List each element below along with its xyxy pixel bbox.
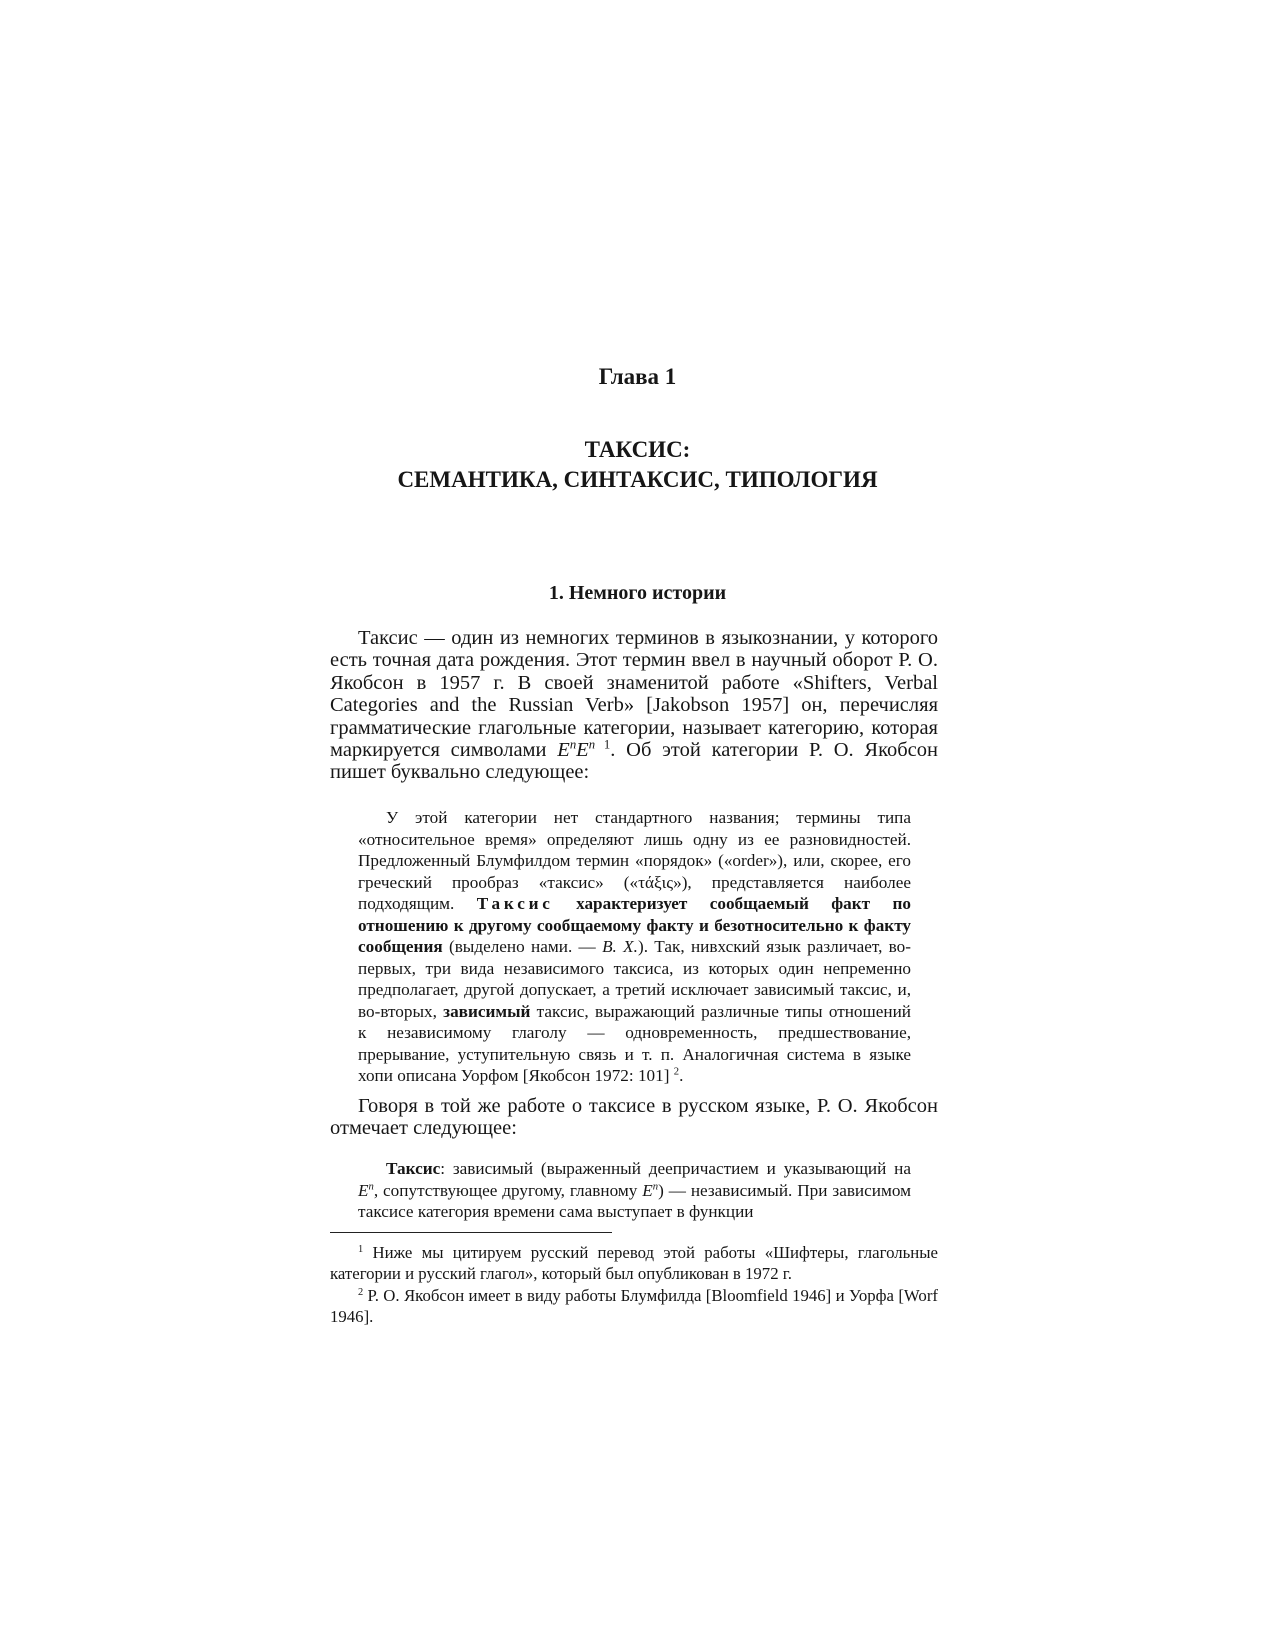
chapter-label: Глава 1 xyxy=(598,364,677,389)
footnote-2 xyxy=(330,1285,938,1327)
footnote-1-text: Ниже мы цитируем русский перевод этой работы «Шифтеры, глагольные категории и русский глагол», который был опубликован в 1972 г. xyxy=(330,1243,938,1283)
symbol-n: n xyxy=(368,1181,374,1193)
quote-2-bold-term: Таксис xyxy=(386,1159,441,1178)
quote-1-text-b: (выделено нами. — xyxy=(442,937,603,956)
quote-2-text-b: , сопутствующее другому, главному xyxy=(373,1180,643,1200)
symbol-n: n xyxy=(652,1181,659,1193)
chapter-title-line-2: СЕМАНТИКА, СИНТАКСИС, ТИПОЛОГИЯ xyxy=(397,467,878,492)
paragraph-1-text-a: Таксис — один из немногих терминов в языкознании, у которого есть точная дата рождения. Этот термин ввел в научный оборот Р. О. Якобсон в 1957 г. В своей знаменитой работе «Shifters, Verbal Categories and the Russian Verb» [Jakobson 1957] он, перечисляя грамматические глагольные категории, называет категорию, которая маркируется символами xyxy=(330,627,938,762)
footnote-ref-2[interactable]: 2 xyxy=(673,1066,680,1078)
quote-1-text-e: . xyxy=(679,1066,684,1085)
quote-1-bold-a: характеризует сообщаемый факт по отношению к другому сообщаемому факту и безотносительно к факту сообщения xyxy=(358,894,911,956)
chapter-title-line-1: ТАКСИС: xyxy=(584,437,691,462)
block-quote-2 xyxy=(358,1158,911,1223)
chapter-title xyxy=(0,435,1275,495)
quote-1-text-d: таксис, выражающий различные типы отношений к независимому глаголу — одновременность, предшествование, прерывание, уступительную связь и т. п. Аналогичная система в языке хопи описана Уорфом [Якобсон 1972: 101] xyxy=(358,1001,911,1085)
symbol-e: E xyxy=(642,1180,653,1200)
section-heading: 1. Немного истории xyxy=(548,582,727,604)
footnote-1 xyxy=(330,1242,938,1284)
body-paragraph-1 xyxy=(330,627,938,784)
block-quote-1 xyxy=(358,807,911,1087)
symbol-e: E xyxy=(358,1180,369,1200)
paragraph-1-text-b: . Об этой категории Р. О. Якобсон пишет буквально следующее: xyxy=(330,739,939,784)
quote-1-text-a: У этой категории нет стандартного названия; термины типа «относительное время» определяют лишь одну из ее разновидностей. Предложенный Блумфилдом термин «порядок» («order»), или, скорее, его греческий прообраз «таксис» («τάξις»), представляется наиболее подходящим. xyxy=(358,808,911,913)
footnote-divider xyxy=(330,1232,612,1233)
footnote-ref-1[interactable]: 1 xyxy=(603,737,611,752)
footnote-2-text: Р. О. Якобсон имеет в виду работы Блумфилда [Bloomfield 1946] и Уорфа [Worf 1946]. xyxy=(330,1286,938,1326)
quote-1-author-initials: В. Х. xyxy=(602,937,638,956)
footnote-2-number: 2 xyxy=(358,1286,364,1298)
quote-2-text-a: : зависимый (выраженный деепричастием и указывающий на xyxy=(440,1159,911,1178)
symbol-e: E xyxy=(576,739,589,762)
symbol-n: n xyxy=(588,737,596,752)
quote-1-bold-b: зависимый xyxy=(443,1001,531,1021)
body-paragraph-2: Говоря в той же работе о таксисе в русском языке, Р. О. Якобсон отмечает следующее: xyxy=(330,1095,938,1140)
quote-1-text-c: ). Так, нивхский язык различает, во-первых, три вида независимого таксиса, из которых один непременно предполагает, другой допускает, а третий исключает зависимый таксис, и, во-вторых, xyxy=(358,937,911,1021)
quote-2-text-c: ) — независимый. При зависимом таксисе категория времени сама выступает в функции xyxy=(358,1180,911,1221)
symbol-e: E xyxy=(557,739,570,762)
quote-1-bold-spaced: Таксис xyxy=(476,894,554,913)
footnote-1-number: 1 xyxy=(358,1243,364,1255)
symbol-n: n xyxy=(569,737,577,752)
